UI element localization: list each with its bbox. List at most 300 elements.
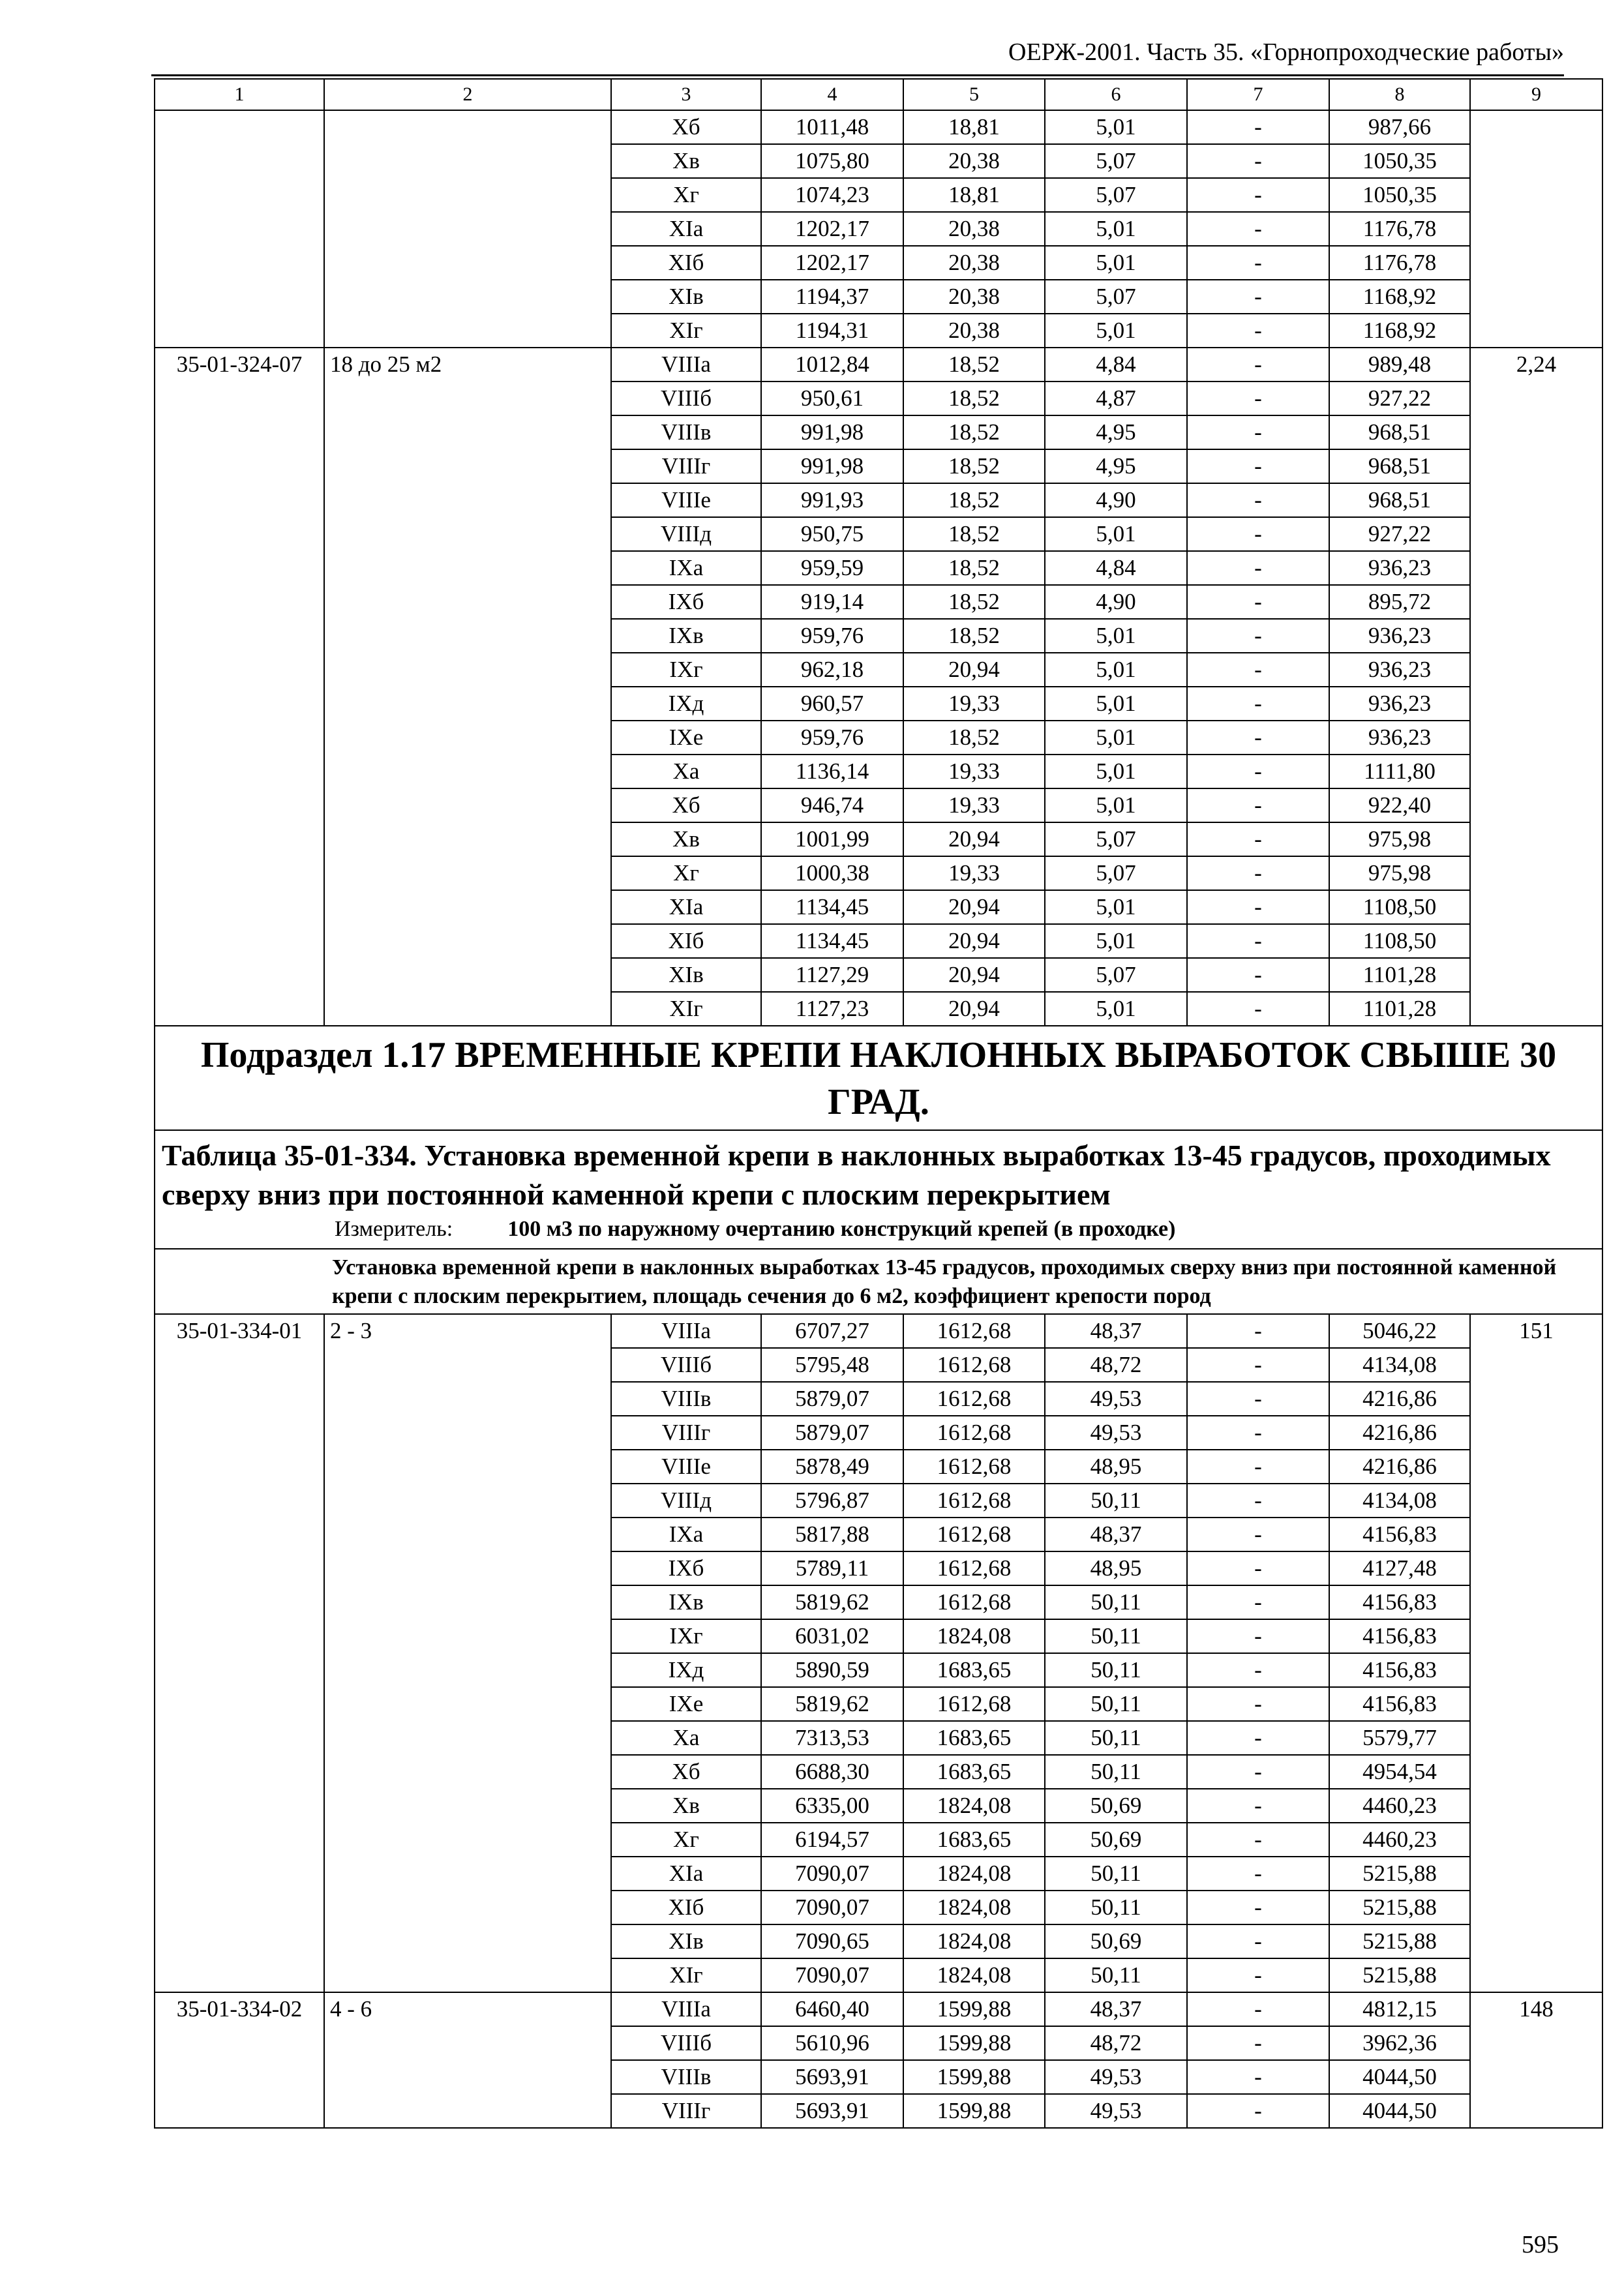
table-cell: 1612,68 — [903, 1518, 1045, 1551]
table-cell: 50,11 — [1045, 1653, 1187, 1687]
column-number: 6 — [1045, 79, 1187, 110]
table-cell: 4,95 — [1045, 415, 1187, 449]
table-cell: 5,01 — [1045, 517, 1187, 551]
table-cell: 50,11 — [1045, 1687, 1187, 1721]
table-cell: - — [1187, 924, 1329, 958]
table-cell: 48,72 — [1045, 2026, 1187, 2060]
rate-parameter: 2 - 3 — [324, 1314, 611, 1992]
table-cell: 5795,48 — [761, 1348, 903, 1382]
table-cell: 960,57 — [761, 687, 903, 721]
table-cell: 20,94 — [903, 992, 1045, 1026]
table-cell: - — [1187, 788, 1329, 822]
table-cell: 1075,80 — [761, 144, 903, 178]
table-cell: 19,33 — [903, 755, 1045, 788]
table-cell: ХIб — [611, 924, 761, 958]
table-cell: 1050,35 — [1329, 144, 1470, 178]
table-cell: 6707,27 — [761, 1314, 903, 1348]
table-cell: 48,37 — [1045, 1314, 1187, 1348]
table-cell: 987,66 — [1329, 110, 1470, 144]
rate-code — [155, 110, 324, 348]
table-cell: 7313,53 — [761, 1721, 903, 1755]
table-title-row — [155, 1130, 1602, 1249]
table-cell: 18,52 — [903, 551, 1045, 585]
table-row — [155, 110, 1602, 144]
table-cell: VIIIд — [611, 517, 761, 551]
table-cell: Хв — [611, 822, 761, 856]
table-cell: 50,11 — [1045, 1619, 1187, 1653]
table-cell: 19,33 — [903, 687, 1045, 721]
table-cell: ХIб — [611, 1891, 761, 1924]
table-cell: Хв — [611, 144, 761, 178]
table-cell: 4216,86 — [1329, 1416, 1470, 1450]
table-cell: 959,76 — [761, 721, 903, 755]
table-cell: VIIIв — [611, 2060, 761, 2094]
table-cell: 1599,88 — [903, 2026, 1045, 2060]
table-cell: Хб — [611, 110, 761, 144]
table-cell: 1612,68 — [903, 1450, 1045, 1484]
table-cell: 4954,54 — [1329, 1755, 1470, 1789]
table-cell: - — [1187, 1687, 1329, 1721]
table-cell: - — [1187, 1891, 1329, 1924]
table-cell: 5878,49 — [761, 1450, 903, 1484]
table-cell: 1824,08 — [903, 1857, 1045, 1891]
table-row — [155, 1314, 1602, 1348]
table-title-cell — [155, 1130, 1602, 1249]
table-cell: Ха — [611, 755, 761, 788]
table-cell: 1612,68 — [903, 1551, 1045, 1585]
table-cell: - — [1187, 958, 1329, 992]
table-cell: - — [1187, 585, 1329, 619]
table-cell: 1011,48 — [761, 110, 903, 144]
table-cell: IХв — [611, 619, 761, 653]
table-cell: - — [1187, 415, 1329, 449]
table-cell: 5817,88 — [761, 1518, 903, 1551]
table-cell: 959,59 — [761, 551, 903, 585]
table-cell: 50,11 — [1045, 1857, 1187, 1891]
table-cell: - — [1187, 1551, 1329, 1585]
table-cell: Хг — [611, 856, 761, 890]
table-cell: 946,74 — [761, 788, 903, 822]
table-cell: 1176,78 — [1329, 246, 1470, 280]
table-cell: 5,01 — [1045, 992, 1187, 1026]
table-cell: 20,38 — [903, 212, 1045, 246]
table-cell: 4156,83 — [1329, 1585, 1470, 1619]
table-cell: 1194,37 — [761, 280, 903, 314]
table-cell: - — [1187, 1382, 1329, 1416]
table-body-bottom — [155, 1314, 1602, 2128]
table-cell: 20,94 — [903, 958, 1045, 992]
table-cell: 50,11 — [1045, 1721, 1187, 1755]
table-cell: 1612,68 — [903, 1416, 1045, 1450]
table-cell: - — [1187, 1992, 1329, 2026]
table-cell: 18,52 — [903, 382, 1045, 415]
table-cell: 5693,91 — [761, 2060, 903, 2094]
table-cell: ХIа — [611, 1857, 761, 1891]
table-cell: 50,11 — [1045, 1755, 1187, 1789]
table-cell: 1599,88 — [903, 2094, 1045, 2128]
table-title: Таблица 35-01-334. Установка временной крепи в наклонных выработках 13-45 градусов, проходимых сверху вниз при постоянной каменной крепи с плоским перекрытием — [162, 1139, 1551, 1211]
table-cell: 1176,78 — [1329, 212, 1470, 246]
table-cell: - — [1187, 246, 1329, 280]
table-cell: - — [1187, 110, 1329, 144]
table-cell: 5879,07 — [761, 1416, 903, 1450]
table-cell: 20,94 — [903, 924, 1045, 958]
table-cell: - — [1187, 619, 1329, 653]
table-body-top — [155, 79, 1602, 1026]
table-cell: IХг — [611, 653, 761, 687]
table-cell: 49,53 — [1045, 1382, 1187, 1416]
table-cell: 5,07 — [1045, 144, 1187, 178]
table-cell: 1683,65 — [903, 1755, 1045, 1789]
table-cell: - — [1187, 1314, 1329, 1348]
column-number: 3 — [611, 79, 761, 110]
table-cell: 4156,83 — [1329, 1687, 1470, 1721]
table-cell: VIIIв — [611, 1382, 761, 1416]
table-cell: 20,94 — [903, 653, 1045, 687]
table-cell: 1111,80 — [1329, 755, 1470, 788]
table-cell: 20,38 — [903, 280, 1045, 314]
table-cell: 5890,59 — [761, 1653, 903, 1687]
table-cell: IХд — [611, 687, 761, 721]
rate-code: 35-01-334-01 — [155, 1314, 324, 1992]
table-cell: VIIIа — [611, 1314, 761, 1348]
table-cell: VIIIг — [611, 2094, 761, 2128]
table-cell: 5789,11 — [761, 1551, 903, 1585]
table-cell: 5215,88 — [1329, 1891, 1470, 1924]
table-cell: 1108,50 — [1329, 890, 1470, 924]
table-cell: 5,07 — [1045, 280, 1187, 314]
table-cell: 5215,88 — [1329, 1857, 1470, 1891]
table-cell: 936,23 — [1329, 551, 1470, 585]
table-cell: 975,98 — [1329, 822, 1470, 856]
table-cell: - — [1187, 144, 1329, 178]
table-cell: - — [1187, 1348, 1329, 1382]
rate-code: 35-01-324-07 — [155, 348, 324, 1026]
table-cell: 5,01 — [1045, 924, 1187, 958]
table-cell: 5819,62 — [761, 1585, 903, 1619]
table-cell: 991,93 — [761, 483, 903, 517]
table-cell: 5,07 — [1045, 856, 1187, 890]
measure-line — [162, 1214, 1595, 1244]
table-cell: - — [1187, 1958, 1329, 1992]
table-cell: 1824,08 — [903, 1924, 1045, 1958]
table-cell: - — [1187, 1755, 1329, 1789]
table-cell: - — [1187, 1450, 1329, 1484]
table-cell: 7090,07 — [761, 1958, 903, 1992]
table-cell: - — [1187, 1518, 1329, 1551]
table-cell: 4216,86 — [1329, 1450, 1470, 1484]
table-cell: 1599,88 — [903, 1992, 1045, 2026]
table-cell: 950,75 — [761, 517, 903, 551]
table-cell: 4044,50 — [1329, 2094, 1470, 2128]
table-cell: VIIIе — [611, 483, 761, 517]
table-cell: IХб — [611, 1551, 761, 1585]
measure-value: 100 м3 по наружному очертанию конструкций крепей (в проходке) — [507, 1217, 1176, 1241]
table-cell: 20,38 — [903, 246, 1045, 280]
table-cell: - — [1187, 314, 1329, 348]
table-cell: 968,51 — [1329, 483, 1470, 517]
table-cell: - — [1187, 1823, 1329, 1857]
table-cell: 6194,57 — [761, 1823, 903, 1857]
table-cell: 5819,62 — [761, 1687, 903, 1721]
table-cell: 5215,88 — [1329, 1958, 1470, 1992]
table-cell: ХIг — [611, 314, 761, 348]
table-cell: 5693,91 — [761, 2094, 903, 2128]
table-cell: 4216,86 — [1329, 1382, 1470, 1416]
table-cell: IХа — [611, 1518, 761, 1551]
table-cell: VIIIв — [611, 415, 761, 449]
table-cell: ХIа — [611, 212, 761, 246]
table-cell: VIIIб — [611, 1348, 761, 1382]
table-cell: 1101,28 — [1329, 992, 1470, 1026]
table-cell: 5,07 — [1045, 178, 1187, 212]
table-cell: 1612,68 — [903, 1585, 1045, 1619]
table-cell: - — [1187, 856, 1329, 890]
table-cell: 975,98 — [1329, 856, 1470, 890]
table-cell: 4,90 — [1045, 585, 1187, 619]
rate-parameter — [324, 110, 611, 348]
table-cell: 6335,00 — [761, 1789, 903, 1823]
table-cell: IХв — [611, 1585, 761, 1619]
table-cell: 1108,50 — [1329, 924, 1470, 958]
table-cell: 1134,45 — [761, 924, 903, 958]
subsection-row — [155, 1026, 1602, 1130]
table-cell: 48,95 — [1045, 1450, 1187, 1484]
table-cell: 1612,68 — [903, 1687, 1045, 1721]
table-cell: ХIг — [611, 992, 761, 1026]
table-cell: - — [1187, 992, 1329, 1026]
running-header: ОЕРЖ-2001. Часть 35. «Горнопроходческие работы» — [1008, 38, 1564, 66]
table-cell: 936,23 — [1329, 687, 1470, 721]
table-cell: 5,01 — [1045, 890, 1187, 924]
table-cell: 1127,29 — [761, 958, 903, 992]
column-number: 5 — [903, 79, 1045, 110]
table-cell: 1127,23 — [761, 992, 903, 1026]
table-cell: 4,87 — [1045, 382, 1187, 415]
table-cell: 895,72 — [1329, 585, 1470, 619]
table-cell: 1168,92 — [1329, 314, 1470, 348]
table-cell: 5046,22 — [1329, 1314, 1470, 1348]
subsection-title: Подраздел 1.17 ВРЕМЕННЫЕ КРЕПИ НАКЛОННЫХ ВЫРАБОТОК СВЫШЕ 30 ГРАД. — [155, 1026, 1602, 1130]
table-cell: 4156,83 — [1329, 1653, 1470, 1687]
table-cell: 1824,08 — [903, 1789, 1045, 1823]
table-cell: - — [1187, 653, 1329, 687]
table-description: Установка временной крепи в наклонных выработках 13-45 градусов, проходимых сверху вниз при постоянной каменной крепи с плоским перекрытием, площадь сечения до 6 м2, коэффициент крепости пород — [155, 1249, 1602, 1314]
table-cell: 927,22 — [1329, 517, 1470, 551]
table-cell: 962,18 — [761, 653, 903, 687]
table-cell: 1824,08 — [903, 1958, 1045, 1992]
table-cell: 18,52 — [903, 415, 1045, 449]
table-cell: 1612,68 — [903, 1314, 1045, 1348]
column-number: 4 — [761, 79, 903, 110]
table-cell: 50,69 — [1045, 1789, 1187, 1823]
rate-column-9: 2,24 — [1470, 348, 1602, 1026]
table-cell: 1074,23 — [761, 178, 903, 212]
table-cell: 991,98 — [761, 449, 903, 483]
table-cell: IХа — [611, 551, 761, 585]
table-cell: 4156,83 — [1329, 1619, 1470, 1653]
rate-code: 35-01-334-02 — [155, 1992, 324, 2128]
table-cell: ХIв — [611, 958, 761, 992]
description-row — [155, 1249, 1602, 1314]
table-cell: ХIа — [611, 890, 761, 924]
table-cell: VIIIб — [611, 382, 761, 415]
table-cell: 7090,07 — [761, 1857, 903, 1891]
table-cell: Хг — [611, 1823, 761, 1857]
table-cell: 48,95 — [1045, 1551, 1187, 1585]
table-cell: 989,48 — [1329, 348, 1470, 382]
header-rule — [151, 74, 1564, 76]
table-cell: - — [1187, 1416, 1329, 1450]
table-cell: - — [1187, 1484, 1329, 1518]
table-cell: 1612,68 — [903, 1484, 1045, 1518]
table-cell: 1001,99 — [761, 822, 903, 856]
table-cell: 1202,17 — [761, 212, 903, 246]
table-cell: IХе — [611, 721, 761, 755]
table-cell: - — [1187, 483, 1329, 517]
table-cell: 919,14 — [761, 585, 903, 619]
table-cell: Хв — [611, 1789, 761, 1823]
table-cell: - — [1187, 2026, 1329, 2060]
table-cell: 936,23 — [1329, 653, 1470, 687]
table-cell: - — [1187, 1721, 1329, 1755]
table-cell: 20,38 — [903, 144, 1045, 178]
table-cell: 1824,08 — [903, 1619, 1045, 1653]
table-cell: VIIIб — [611, 2026, 761, 2060]
table-cell: 5,01 — [1045, 687, 1187, 721]
table-cell: - — [1187, 1619, 1329, 1653]
table-cell: 4,84 — [1045, 551, 1187, 585]
table-cell: 1168,92 — [1329, 280, 1470, 314]
page-number: 595 — [1522, 2231, 1559, 2258]
section-heading-body — [155, 1026, 1602, 1314]
table-cell: - — [1187, 517, 1329, 551]
table-cell: 5,01 — [1045, 246, 1187, 280]
table-cell: 1136,14 — [761, 755, 903, 788]
table-cell: 936,23 — [1329, 721, 1470, 755]
column-number: 1 — [155, 79, 324, 110]
column-number: 8 — [1329, 79, 1470, 110]
table-cell: - — [1187, 449, 1329, 483]
table-cell: 1000,38 — [761, 856, 903, 890]
table-cell: VIIIг — [611, 449, 761, 483]
table-cell: 4812,15 — [1329, 1992, 1470, 2026]
table-cell: 18,52 — [903, 721, 1045, 755]
table-row — [155, 1992, 1602, 2026]
table-cell: 1683,65 — [903, 1653, 1045, 1687]
table-cell: 922,40 — [1329, 788, 1470, 822]
table-cell: 48,37 — [1045, 1518, 1187, 1551]
table-cell: 6031,02 — [761, 1619, 903, 1653]
table-cell: 4127,48 — [1329, 1551, 1470, 1585]
table-cell: 7090,07 — [761, 1891, 903, 1924]
table-cell: 1012,84 — [761, 348, 903, 382]
table-cell: 18,81 — [903, 110, 1045, 144]
table-cell: 5,01 — [1045, 788, 1187, 822]
table-cell: 50,11 — [1045, 1484, 1187, 1518]
table-cell: 1194,31 — [761, 314, 903, 348]
table-cell: 4134,08 — [1329, 1484, 1470, 1518]
table-cell: 4,84 — [1045, 348, 1187, 382]
table-cell: 49,53 — [1045, 2094, 1187, 2128]
table-cell: 48,72 — [1045, 1348, 1187, 1382]
table-cell: 50,69 — [1045, 1823, 1187, 1857]
table-cell: 3962,36 — [1329, 2026, 1470, 2060]
table-cell: 50,11 — [1045, 1958, 1187, 1992]
table-cell: 20,38 — [903, 314, 1045, 348]
table-cell: IХг — [611, 1619, 761, 1653]
table-cell: 950,61 — [761, 382, 903, 415]
table-cell: Хб — [611, 1755, 761, 1789]
table-cell: 5,07 — [1045, 822, 1187, 856]
table-cell: - — [1187, 348, 1329, 382]
table-cell: 5,01 — [1045, 653, 1187, 687]
table-cell: 6688,30 — [761, 1755, 903, 1789]
table-cell: 968,51 — [1329, 449, 1470, 483]
table-cell: - — [1187, 1789, 1329, 1823]
table-cell: - — [1187, 1653, 1329, 1687]
table-cell: 1683,65 — [903, 1823, 1045, 1857]
table-cell: 1202,17 — [761, 246, 903, 280]
table-cell: 7090,65 — [761, 1924, 903, 1958]
table-cell: VIIIе — [611, 1450, 761, 1484]
table-cell: 49,53 — [1045, 1416, 1187, 1450]
table-cell: 1101,28 — [1329, 958, 1470, 992]
table-cell: 5,01 — [1045, 110, 1187, 144]
table-cell: - — [1187, 2060, 1329, 2094]
table-cell: 5,01 — [1045, 755, 1187, 788]
column-number: 2 — [324, 79, 611, 110]
table-cell: VIIIд — [611, 1484, 761, 1518]
table-cell: - — [1187, 2094, 1329, 2128]
table-cell: 18,52 — [903, 348, 1045, 382]
rate-column-9: 148 — [1470, 1992, 1602, 2128]
table-cell: - — [1187, 721, 1329, 755]
rate-parameter: 18 до 25 м2 — [324, 348, 611, 1026]
column-number-row — [155, 79, 1602, 110]
table-cell: 19,33 — [903, 788, 1045, 822]
table-cell: 20,94 — [903, 890, 1045, 924]
table-cell: - — [1187, 1857, 1329, 1891]
table-cell: - — [1187, 890, 1329, 924]
table-cell: 5215,88 — [1329, 1924, 1470, 1958]
table-cell: 1599,88 — [903, 2060, 1045, 2094]
table-cell: Ха — [611, 1721, 761, 1755]
measure-label: Измеритель: — [335, 1217, 453, 1241]
table-cell: VIIIа — [611, 1992, 761, 2026]
table-cell: 927,22 — [1329, 382, 1470, 415]
table-cell: 19,33 — [903, 856, 1045, 890]
table-cell: 5,01 — [1045, 314, 1187, 348]
table-cell: Хб — [611, 788, 761, 822]
table-cell: 4460,23 — [1329, 1823, 1470, 1857]
rates-table — [154, 78, 1603, 2129]
table-cell: 48,37 — [1045, 1992, 1187, 2026]
table-cell: 4134,08 — [1329, 1348, 1470, 1382]
table-cell: - — [1187, 382, 1329, 415]
table-cell: 5,01 — [1045, 721, 1187, 755]
table-cell: 18,52 — [903, 483, 1045, 517]
table-cell: - — [1187, 1924, 1329, 1958]
table-cell: 18,52 — [903, 585, 1045, 619]
rate-column-9: 151 — [1470, 1314, 1602, 1992]
table-cell: 968,51 — [1329, 415, 1470, 449]
table-cell: 20,94 — [903, 822, 1045, 856]
table-cell: 959,76 — [761, 619, 903, 653]
column-number: 9 — [1470, 79, 1602, 110]
table-cell: 5,01 — [1045, 212, 1187, 246]
table-cell: 18,52 — [903, 449, 1045, 483]
